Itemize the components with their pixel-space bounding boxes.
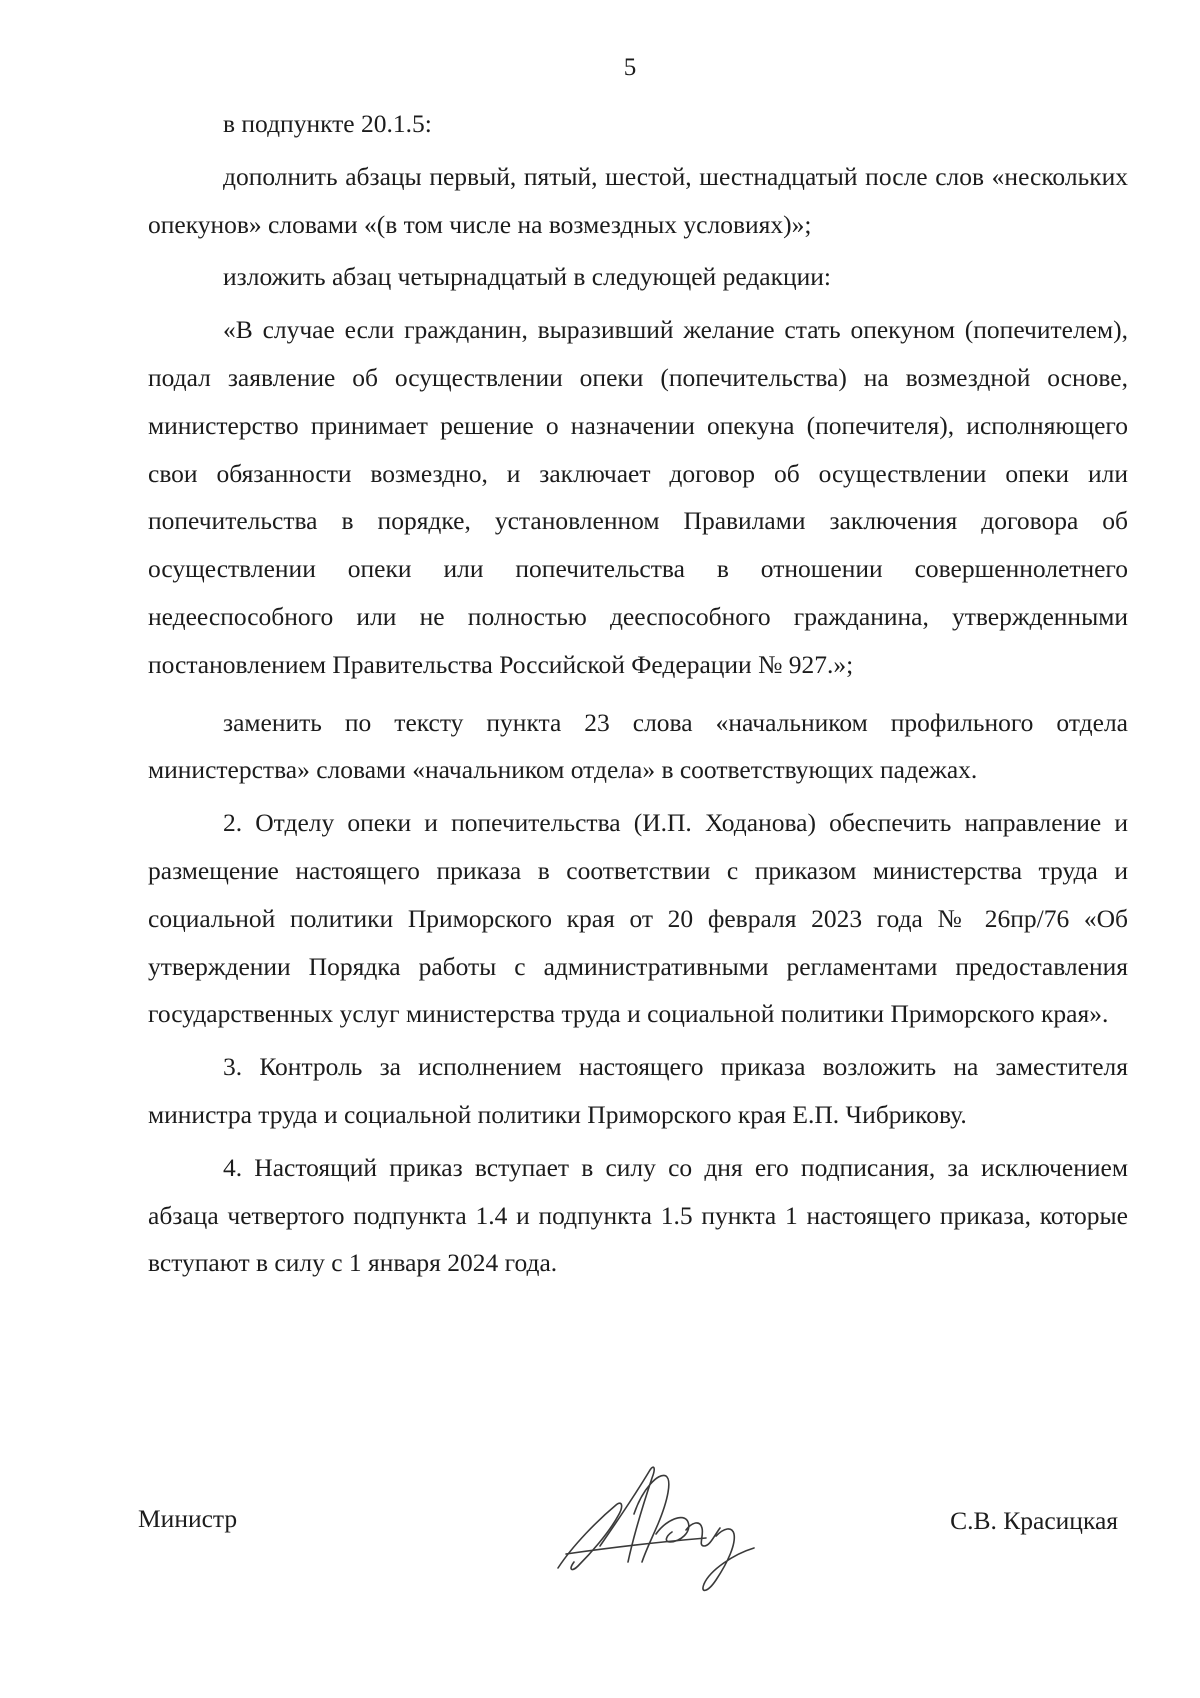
paragraph-item-2: 2. Отделу опеки и попечительства (И.П. Ходанова) обеспечить направление и размещение настоящего приказа в соответствии с приказом министерства труда и социальной политики Приморского края от 20 февраля 2023 года № 26пр/76 «Об утверждении Порядка работы с административными регламентами предоставления государственных услуг министерства труда и социальной политики Приморского края».	[148, 808, 1128, 1029]
paragraph-item-4: 4. Настоящий приказ вступает в силу со дня его подписания, за исключением абзаца четвертого подпункта 1.4 и подпункта 1.5 пункта 1 настоящего приказа, которые вступают в силу с 1 января 2024 года.	[148, 1152, 1128, 1278]
signatory-title: Министр	[138, 1504, 238, 1533]
paragraph-subpoint-heading: в подпункте 20.1.5:	[223, 109, 432, 138]
paragraph-new-wording: «В случае если гражданин, выразивший желание стать опекуном (попечителем), подал заявление об осуществлении опеки (попечительства) на возмездной основе, министерство принимает решение о назначении опекуна (попечителя), исполняющего свои обязанности возмездно, и заключает договор об осуществлении опеки или попечительства в порядке, установленном Правилами заключения договора об осуществлении опеки или попечительства в отношении совершеннолетнего недееспособного или не полностью дееспособного гражданина, утвержденными постановлением Правительства Российской Федерации № 927.»;	[148, 315, 1128, 679]
paragraph-item-3: 3. Контроль за исполнением настоящего приказа возложить на заместителя министра труда и социальной политики Приморского края Е.П. Чибрикову.	[148, 1052, 1128, 1129]
signature-block	[138, 1478, 1118, 1598]
handwritten-signature	[538, 1450, 768, 1600]
paragraph-restate-intro: изложить абзац четырнадцатый в следующей редакции:	[223, 262, 832, 292]
signatory-name: С.В. Красицкая	[950, 1506, 1118, 1535]
page-number: 5	[623, 54, 637, 81]
paragraph-amend-abzacy: дополнить абзацы первый, пятый, шестой, шестнадцатый после слов «нескольких опекунов» словами «(в том числе на возмездных условиях)»;	[148, 161, 1128, 239]
document-body	[148, 100, 1128, 1287]
paragraph-replace-words: заменить по тексту пункта 23 слова «начальником профильного отдела министерства» словами «начальником отдела» в соответствующих падежах.	[148, 707, 1128, 785]
